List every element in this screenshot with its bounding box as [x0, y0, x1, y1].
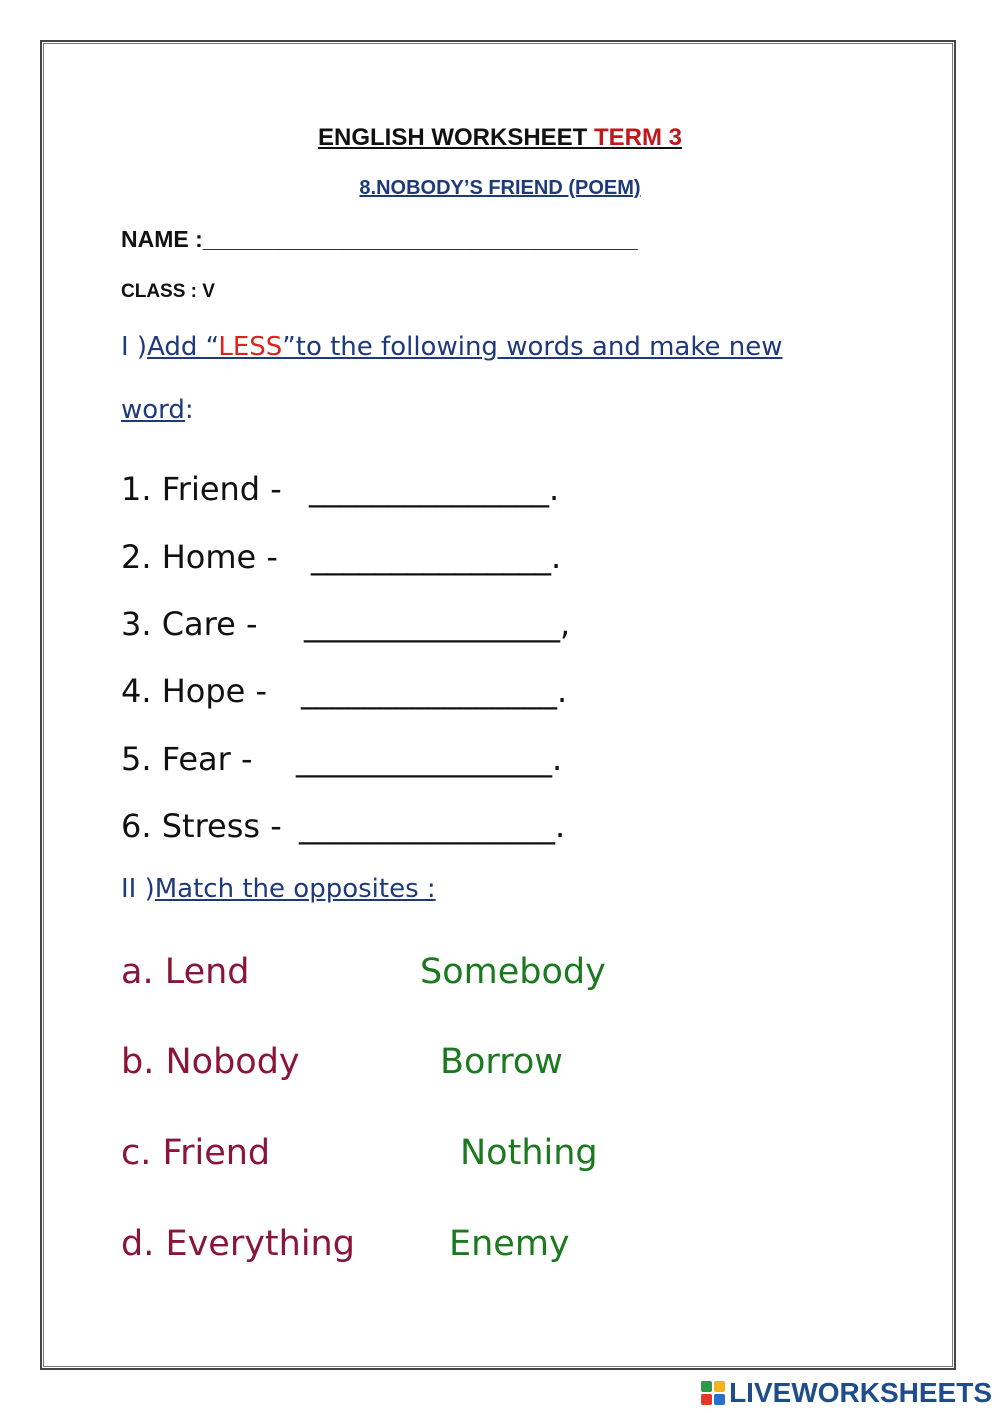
- section2-number: II ): [121, 874, 155, 904]
- list-item: [121, 672, 568, 710]
- match-right-item[interactable]: Somebody: [420, 952, 606, 992]
- item-word: 2. Home -: [121, 538, 278, 576]
- answer-blank[interactable]: ________________,: [304, 605, 571, 643]
- title-main: ENGLISH WORKSHEET: [317, 124, 594, 151]
- section1-text: Add “LESS”to the following words and make new: [147, 332, 783, 362]
- section2-text: Match the opposites :: [154, 874, 436, 904]
- answer-blank[interactable]: _______________.: [309, 470, 560, 508]
- answer-blank[interactable]: ________________.: [301, 672, 568, 710]
- section1-number: I ): [121, 332, 148, 362]
- list-item: [121, 605, 571, 643]
- match-left-item[interactable]: b. Nobody: [121, 1042, 300, 1082]
- list-item: [121, 740, 563, 778]
- item-word: 3. Care -: [121, 605, 258, 643]
- match-right-item[interactable]: Nothing: [460, 1133, 598, 1173]
- match-left-item[interactable]: a. Lend: [121, 952, 250, 992]
- list-item: [121, 470, 560, 508]
- name-line[interactable]: __________________________________: [202, 226, 638, 252]
- answer-blank[interactable]: ________________.: [299, 807, 566, 845]
- item-word: 4. Hope -: [121, 672, 268, 710]
- item-word: 6. Stress -: [121, 807, 282, 845]
- list-item: [121, 538, 562, 576]
- liveworksheets-logo-icon: [701, 1381, 725, 1405]
- lesson-subtitle: 8.NOBODY’S FRIEND (POEM): [359, 177, 641, 199]
- list-item: [121, 807, 566, 845]
- section1-instruction-line2: word:: [121, 395, 194, 425]
- worksheet-title: [0, 124, 1000, 152]
- less-keyword: LESS: [218, 332, 283, 362]
- answer-blank[interactable]: _______________.: [311, 538, 562, 576]
- item-word: 5. Fear -: [121, 740, 253, 778]
- item-word: 1. Friend -: [121, 470, 282, 508]
- name-field: [121, 226, 638, 253]
- match-left-item[interactable]: c. Friend: [121, 1133, 271, 1173]
- name-label: NAME :: [121, 226, 203, 252]
- answer-blank[interactable]: ________________.: [296, 740, 563, 778]
- section1-instruction: [121, 332, 783, 362]
- match-left-item[interactable]: d. Everything: [121, 1224, 355, 1264]
- match-right-item[interactable]: Enemy: [449, 1224, 570, 1264]
- class-label: CLASS : V: [121, 281, 215, 302]
- section2-instruction: [121, 874, 436, 904]
- title-term: TERM 3: [594, 124, 683, 151]
- liveworksheets-logo[interactable]: [701, 1377, 992, 1409]
- brand-text: LIVEWORKSHEETS: [729, 1377, 992, 1408]
- match-right-item[interactable]: Borrow: [440, 1042, 563, 1082]
